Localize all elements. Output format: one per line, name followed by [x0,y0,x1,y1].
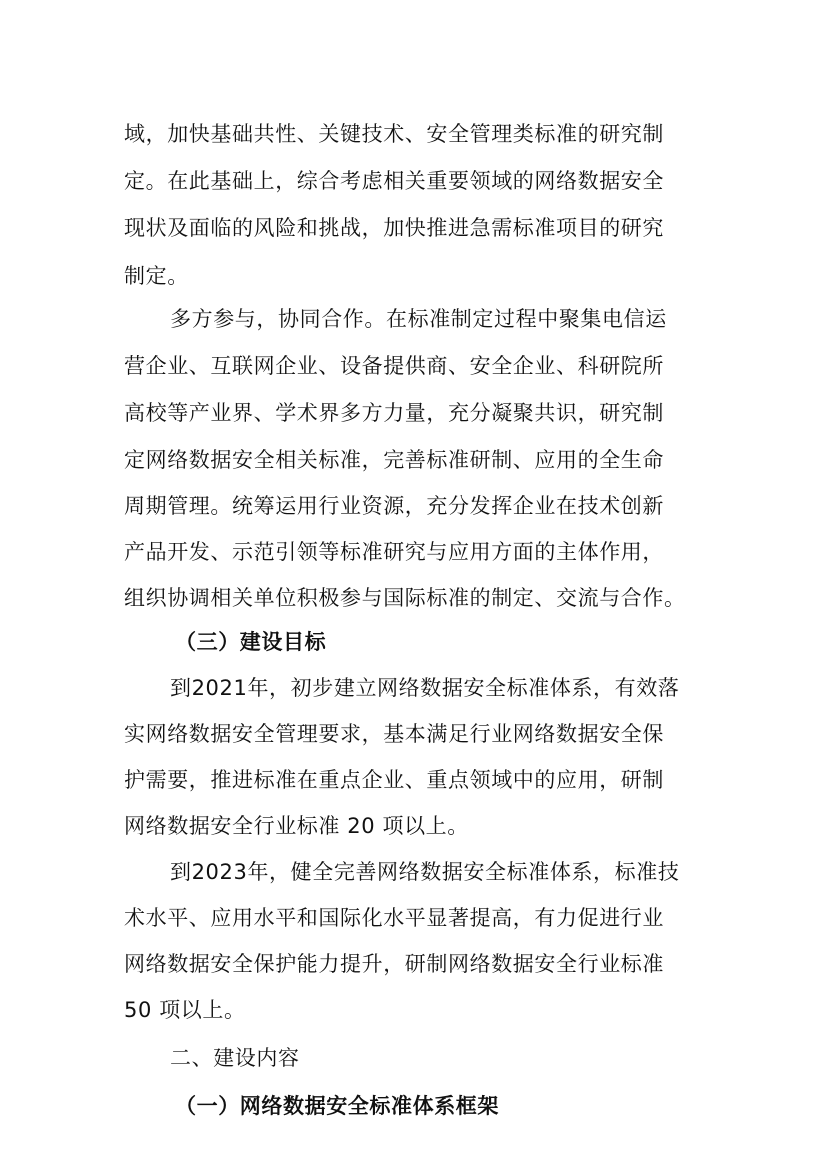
paragraph-line: 产品开发、示范引领等标准研究与应用方面的主体作用， [124,540,664,564]
paragraph-line: 到2021年，初步建立网络数据安全标准体系，有效落 [170,676,680,700]
paragraph-line: 周期管理。统筹运用行业资源，充分发挥企业在技术创新 [124,494,664,518]
paragraph-line: 定网络数据安全相关标准，完善标准研制、应用的全生命 [124,448,664,472]
paragraph-line: 多方参与，协同合作。在标准制定过程中聚集电信运 [170,307,667,331]
paragraph-line: 到2023年，健全完善网络数据安全标准体系，标准技 [170,860,680,884]
paragraph-line: 50 项以上。 [124,998,246,1022]
paragraph-line: 高校等产业界、学术界多方力量，充分凝聚共识，研究制 [124,401,664,425]
paragraph-line: 网络数据安全保护能力提升，研制网络数据安全行业标准 [124,952,664,976]
paragraph-line: 组织协调相关单位积极参与国际标准的制定、交流与合作。 [124,586,686,610]
paragraph-line: 实网络数据安全管理要求，基本满足行业网络数据安全保 [124,722,664,746]
section-heading-content: 二、建设内容 [170,1046,300,1070]
paragraph-line: 术水平、应用水平和国际化水平显著提高，有力促进行业 [124,906,664,930]
paragraph-line: 制定。 [124,264,189,288]
paragraph-line: 定。在此基础上，综合考虑相关重要领域的网络数据安全 [124,169,664,193]
paragraph-line: 现状及面临的风险和挑战，加快推进急需标准项目的研究 [124,216,664,240]
subsection-heading-framework: （一）网络数据安全标准体系框架 [175,1094,499,1118]
paragraph-line: 域，加快基础共性、关键技术、安全管理类标准的研究制 [124,122,664,146]
paragraph-line: 营企业、互联网企业、设备提供商、安全企业、科研院所 [124,354,664,378]
paragraph-line: 护需要，推进标准在重点企业、重点领域中的应用，研制 [124,768,664,792]
section-heading-goals: （三）建设目标 [175,630,327,654]
paragraph-line: 网络数据安全行业标准 20 项以上。 [124,814,469,838]
